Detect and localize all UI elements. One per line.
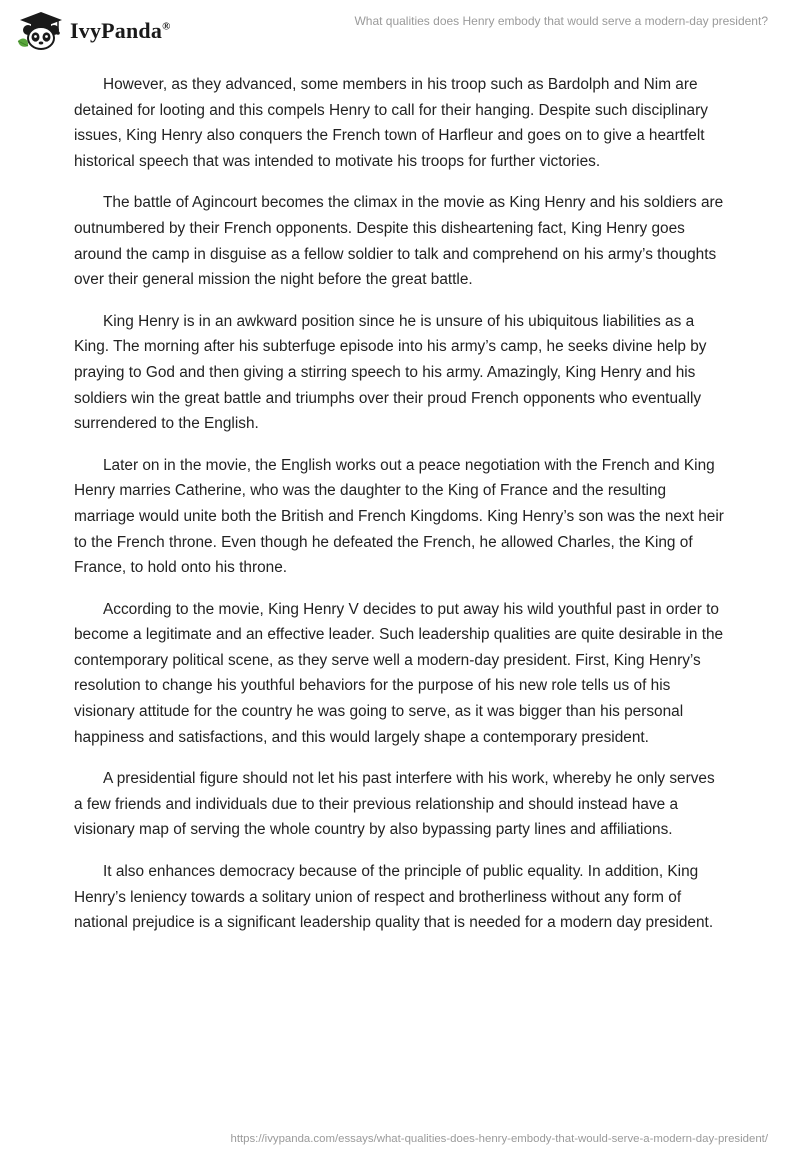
document-title: What qualities does Henry embody that would serve a modern-day president? — [354, 14, 768, 28]
paragraph: It also enhances democracy because of the principle of public equality. In addition, King Henry’s leniency towards a solitary union of respect and brotherliness without any form of national prejudice is a significant leadership quality that is needed for a modern day president. — [74, 863, 714, 932]
source-url[interactable]: https://ivypanda.com/essays/what-qualities-does-henry-embody-that-would-serve-a-modern-day-president/ — [230, 1133, 768, 1145]
paragraph: Later on in the movie, the English works out a peace negotiation with the French and King Henry marries Catherine, who was the daughter to the King of France and the resulting marriage would unite both the British and French Kingdoms. King Henry’s son was the next heir to the French throne. Even though he defeated the French, he allowed Charles, the King of France, to hold onto his throne. — [74, 456, 724, 577]
paragraph: According to the movie, King Henry V decides to put away his wild youthful past in order to become a legitimate and an effective leader. Such leadership qualities are quite desirable in the contemporary political scene, as they serve well a modern-day president. First, King Henry’s resolution to change his youthful behaviors for the purpose of his new role tells us of his visionary attitude for the country he was going to serve, as it was bigger than his personal happiness and satisfactions, and this would largely shape a contemporary president. — [74, 600, 724, 746]
panda-graduate-logo-icon — [14, 10, 68, 52]
page-header — [0, 0, 800, 60]
paragraph: A presidential figure should not let his past interfere with his work, whereby he only serves a few friends and individuals due to their previous relationship and should instead have a visionary map of serving the whole country by also bypassing party lines and affiliations. — [74, 770, 715, 839]
paragraph: However, as they advanced, some members in his troop such as Bardolph and Nim are detained for looting and this compels Henry to call for their hanging. Despite such disciplinary issues, King Henry also conquers the French town of Harfleur and goes on to give a heartfelt historical speech that was intended to motivate his troops for further victories. — [74, 76, 708, 170]
paragraph: The battle of Agincourt becomes the climax in the movie as King Henry and his soldiers are outnumbered by their French opponents. Despite this disheartening fact, King Henry goes around the camp in disguise as a fellow soldier to talk and comprehend on his army’s thoughts over their general mission the night before the great battle. — [74, 194, 724, 289]
paragraph: King Henry is in an awkward position since he is unsure of his ubiquitous liabilities as a King. The morning after his subterfuge episode into his army’s camp, he seeks divine help by praying to God and then giving a stirring speech to his army. Amazingly, King Henry and his soldiers win the great battle and triumphs over their proud French opponents who eventually surrendered to the English. — [74, 312, 707, 433]
ivypanda-logo[interactable] — [14, 10, 171, 52]
essay-body — [74, 72, 726, 952]
brand-name: IvyPanda® — [70, 18, 171, 43]
